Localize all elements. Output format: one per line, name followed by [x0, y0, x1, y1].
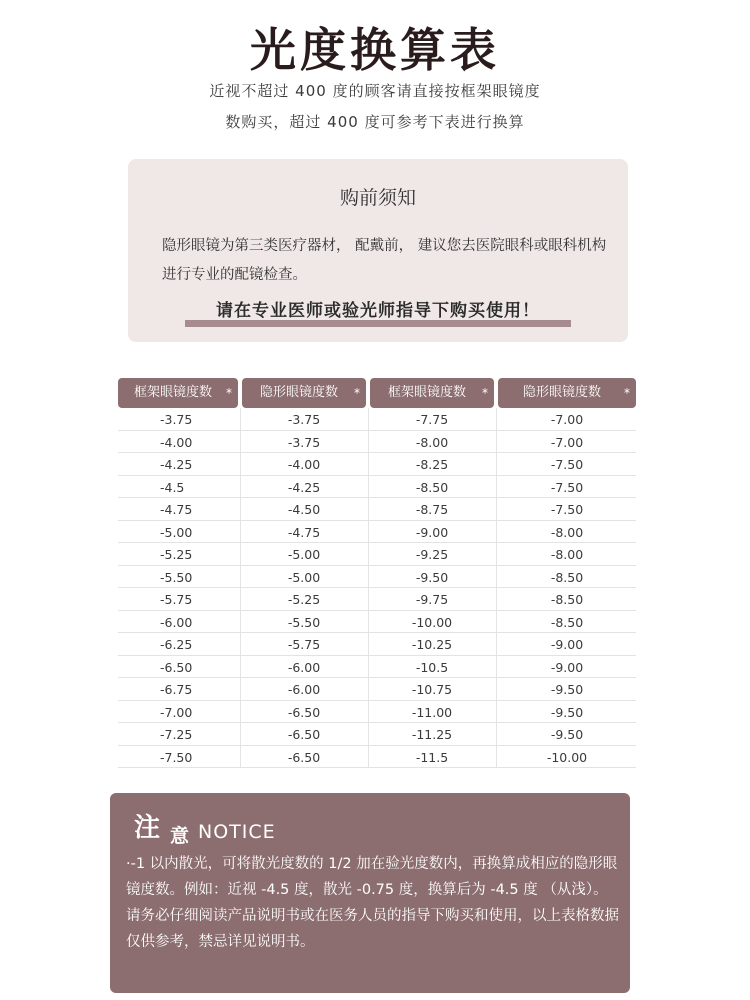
table-cell: -5.25: [160, 547, 193, 562]
notice-footer: [110, 793, 630, 993]
table-cell: -7.00: [160, 704, 193, 720]
subtitle-line-1: 近视不超过 400 度的顾客请直接按框架眼镜度: [209, 82, 541, 100]
table-cell: -6.50: [287, 727, 321, 742]
table-cell: -6.00: [160, 614, 193, 630]
table-cell: -10.25: [411, 637, 453, 652]
table-cell: -6.50: [287, 749, 321, 765]
table-cell: -5.75: [160, 592, 193, 607]
table-cell: -11.5: [415, 749, 449, 765]
table-cell: -7.00: [550, 412, 584, 427]
table-cell: -8.25: [415, 457, 449, 472]
table-row: [118, 498, 636, 521]
table-row: [118, 431, 636, 454]
table-cell: -9.50: [550, 727, 584, 742]
footer-title-zhu: 注: [134, 813, 161, 843]
table-cell: -6.00: [287, 659, 321, 675]
table-cell: -6.50: [287, 704, 321, 720]
table-row: [118, 408, 636, 431]
table-cell: -7.50: [160, 749, 193, 765]
table-cell: -8.00: [550, 547, 584, 562]
header-marker: *: [624, 386, 630, 400]
header-label: 隐形眼镜度数: [522, 385, 601, 400]
header-marker: *: [482, 386, 488, 400]
table-cell: -10.00: [411, 614, 453, 630]
table-cell: -4.25: [287, 479, 321, 495]
table-row: [118, 476, 636, 499]
table-cell: -9.50: [415, 569, 449, 585]
table-cell: -7.75: [415, 412, 449, 427]
table-cell: -11.25: [411, 727, 453, 742]
table-cell: -4.00: [287, 457, 321, 472]
header-label: 隐形眼镜度数: [259, 385, 338, 400]
table-body: [118, 408, 636, 768]
header-label: 框架眼镜度数: [387, 385, 466, 400]
table-row: [118, 633, 636, 656]
table-cell: -7.25: [160, 727, 193, 742]
table-row: [118, 588, 636, 611]
table-cell: -8.00: [415, 434, 449, 450]
header-marker: *: [226, 386, 232, 400]
table-cell: -5.50: [287, 614, 321, 630]
table-row: [118, 566, 636, 589]
subtitle-line-2: 数购买，超过 400 度可参考下表进行换算: [225, 113, 525, 131]
table-cell: -4.00: [160, 434, 193, 450]
table-row: [118, 678, 636, 701]
table-cell: -4.75: [287, 524, 321, 540]
table-cell: -3.75: [287, 412, 321, 427]
table-cell: -7.00: [550, 434, 584, 450]
warning-underline: [185, 320, 571, 327]
table-cell: -5.00: [160, 524, 193, 540]
table-cell: -7.50: [550, 479, 584, 495]
page-title: 光度换算表: [250, 23, 500, 77]
table-cell: -7.50: [550, 457, 584, 472]
table-cell: -10.5: [415, 659, 449, 675]
table-cell: -8.50: [550, 569, 584, 585]
table-cell: -8.50: [415, 479, 449, 495]
header-contact-power-2: [498, 378, 636, 408]
header-label: 框架眼镜度数: [133, 385, 212, 400]
table-row: [118, 701, 636, 724]
table-row: [118, 723, 636, 746]
notice-body: 隐形眼镜为第三类医疗器材， 配戴前， 建议您去医院眼科或眼科机构进行专业的配镜检查。: [162, 238, 607, 283]
table-cell: -5.75: [287, 637, 321, 652]
table-cell: -6.50: [160, 659, 193, 675]
table-cell: -9.00: [415, 524, 449, 540]
table-cell: -3.75: [287, 434, 321, 450]
table-cell: -5.00: [287, 547, 321, 562]
table-cell: -6.00: [287, 682, 321, 697]
table-cell: -4.50: [287, 502, 321, 517]
table-cell: -5.50: [160, 569, 193, 585]
table-cell: -6.25: [160, 637, 193, 652]
table-cell: -5.00: [287, 569, 321, 585]
table-cell: -9.50: [550, 704, 584, 720]
table-cell: -9.75: [415, 592, 449, 607]
header-marker: *: [354, 386, 360, 400]
table-row: [118, 746, 636, 769]
table-cell: -9.25: [415, 547, 449, 562]
table-cell: -7.50: [550, 502, 584, 517]
table-cell: -10.00: [546, 749, 588, 765]
table-cell: -4.25: [160, 457, 193, 472]
table-cell: -4.75: [160, 502, 193, 517]
notice-warning: 请在专业医师或验光师指导下购买使用！: [216, 301, 540, 321]
footer-title-yi: 意: [170, 825, 190, 847]
table-row: [118, 656, 636, 679]
table-row: [118, 543, 636, 566]
table-cell: -10.75: [411, 682, 453, 697]
header-contact-power-1: [242, 378, 366, 408]
table-cell: -8.00: [550, 524, 584, 540]
footer-title-notice: NOTICE: [198, 821, 276, 843]
pre-purchase-notice: [128, 159, 628, 342]
table-cell: -11.00: [411, 704, 453, 720]
table-cell: -9.00: [550, 637, 584, 652]
table-cell: -5.25: [287, 592, 321, 607]
conversion-table: [118, 378, 636, 768]
table-row: [118, 611, 636, 634]
header-frame-power-2: [370, 378, 494, 408]
table-cell: -8.50: [550, 614, 584, 630]
table-row: [118, 521, 636, 544]
table-header: [118, 378, 636, 408]
notice-heading: 购前须知: [339, 187, 416, 209]
footer-text: ·-1 以内散光，可将散光度数的 1/2 加在验光度数内，再换算成相应的隐形眼镜度数。例如：近视 -4.5 度，散光 -0.75 度，换算后为 -4.5 度 （从浅）。请务必仔细阅读产品说明书或在医务人员的指导下购买和使用，以上表格数据仅供参考，禁忌详见说明书。: [126, 856, 619, 950]
header-frame-power-1: [118, 378, 238, 408]
table-cell: -6.75: [160, 682, 193, 697]
table-cell: -8.75: [415, 502, 449, 517]
table-cell: -3.75: [160, 412, 193, 427]
table-cell: -4.5: [160, 479, 185, 495]
table-cell: -9.50: [550, 682, 584, 697]
table-cell: -8.50: [550, 592, 584, 607]
table-cell: -9.00: [550, 659, 584, 675]
table-row: [118, 453, 636, 476]
